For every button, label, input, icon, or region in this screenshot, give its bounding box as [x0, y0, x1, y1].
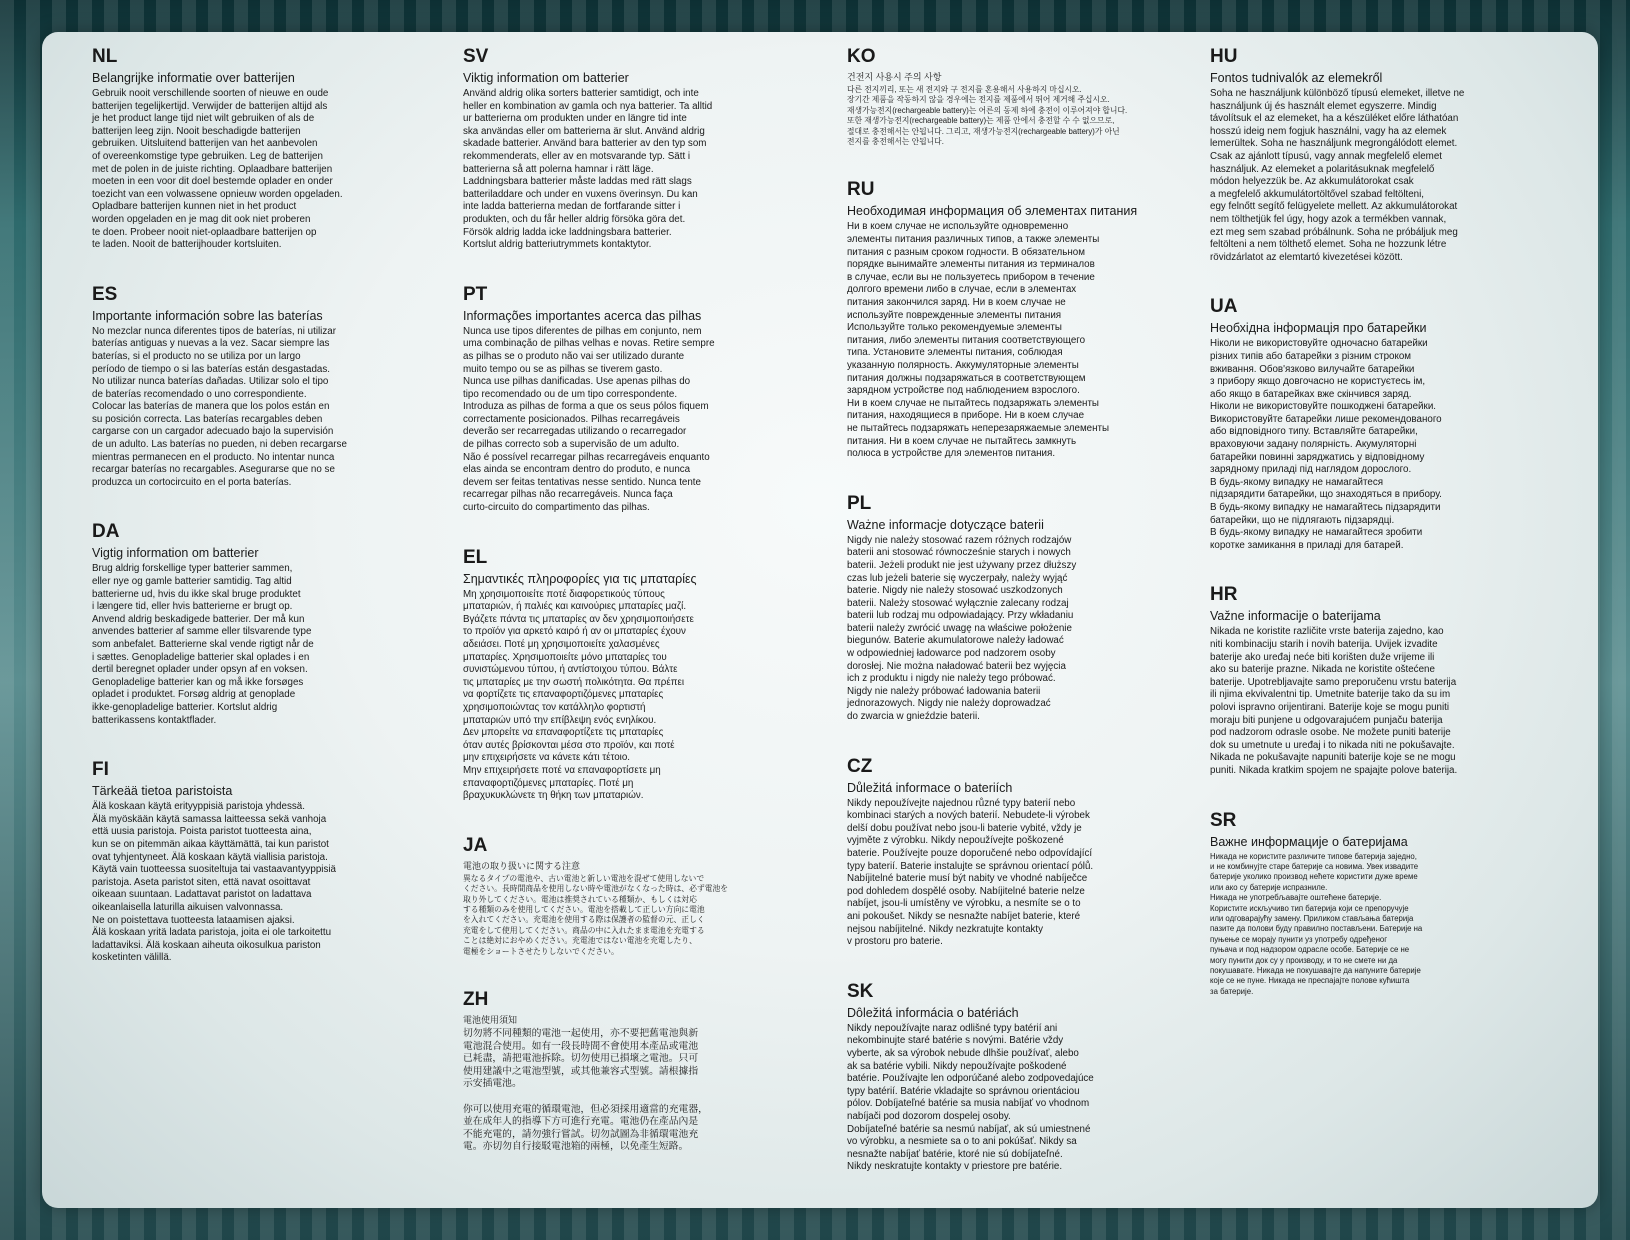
section-title: Необхідна інформація про батарейки	[1210, 321, 1427, 336]
section-body: Brug aldrig forskellige typer batterier sammen, eller nye og gamle batterier samtidig. Tag altid batterierne ud, hvis du ikke skal bruge produktet i længere tid, eller hvis batterierne er brugt op. Anvend aldrig beskadigede batterier. Der må kun anvendes batterier af samme eller tilsvarende type som anbefalet. Batterierne skal vende rigtigt når de i sættes. Genopladelige batterier skal oplades i en dertil beregnet oplader under opsyn af en voksen. Genopladelige batterier kan og må ikke forsøges opladet i produktet. Forsøg aldrig at genoplade ikke-genopladelige batterier. Kortslut aldrig batterikassens kontaktflader.	[92, 563, 314, 726]
section-body: Nikdy nepoužívejte najednou různé typy baterií nebo kombinaci starých a nových baterií. Nebudete-li výrobek delší dobu používat nebo jsou-li baterie vybité, vždy je vyjměte z výrobku. Nikdy nepoužívejte poškozené baterie. Používejte pouze doporučené nebo odpovídající typy baterií. Baterie instalujte se správnou orientací pólů. Nabíjitelné baterie musí být nabity ve vhodné nabíječce pod dohledem dospělé osoby. Nabíjitelné baterie nelze nabíjet, jsou-li umístěny ve výrobku, a nesmíte se o to ani pokoušet. Nikdy se nesnažte nabíjet baterie, které nejsou nabíjitelné. Nikdy nezkratujte kontakty v prostoru pro baterie.	[847, 797, 1094, 948]
section-ko	[847, 46, 1177, 147]
language-code: PL	[847, 492, 872, 514]
column-3	[847, 46, 1177, 1206]
section-da	[92, 521, 412, 727]
language-code: CZ	[847, 755, 873, 777]
language-code: ES	[92, 283, 118, 305]
section-pl	[847, 493, 1177, 724]
column-2	[463, 46, 798, 1186]
section-title: Dôležitá informácia o batériách	[847, 1005, 1019, 1020]
column-4	[1210, 46, 1500, 1029]
section-title: Důležitá informace o bateriích	[847, 780, 1013, 795]
section-ua	[1210, 296, 1500, 552]
section-hr	[1210, 584, 1500, 777]
section-body: Nunca use tipos diferentes de pilhas em conjunto, nem uma combinação de pilhas velhas e novas. Retire sempre as pilhas se o produto não vai ser utilizado durante muito tempo ou se as pilhas se tiverem gasto. Nunca use pilhas danificadas. Use apenas pilhas do tipo recomendado ou de um tipo correspondente. Introduza as pilhas de forma a que os seus pólos fiquem correctamente posicionados. Pilhas recarregáveis deverão ser recarregadas utilizando o recarregador de pilhas correcto sob a supervisão de um adulto. Não é possível recarregar pilhas recarregáveis enquanto elas ainda se encontram dentro do produto, e nunca devem ser feitas tentativas nesse sentido. Nunca tente recarregar pilhas não recarregáveis. Nunca faça curto-circuito do compartimento das pilhas.	[463, 325, 715, 514]
language-code: ZH	[463, 988, 489, 1010]
section-title: Fontos tudnivalók az elemekről	[1210, 71, 1383, 85]
column-1	[92, 46, 412, 997]
language-code: EL	[463, 546, 488, 568]
section-body: Ніколи не використовуйте одночасно батарейки різних типів або батарейки з різним строком вживання. Обов'язково вилучайте батарейки з прибору якщо довгочасно не користуєтесь ім, або якщо в батарейках вже скінчився заряд. Ніколи не використовуйте пошкоджені батарейки. Використовуйте батарейки лише рекомендованого або відповідного типу. Вставляйте батарейки, враховуючи задану полярність. Акумуляторні батарейки повинні заряджатись у відповідному зарядному приладі під наглядом дорослого. В будь-якому випадку не намагайтеся підзарядити батарейки, що знаходяться в прибору. В будь-якому випадку не намагайтесь підзарядити батарейки, що не підлягають підзарядці. В будь-якому випадку не намагайтеся зробити коротке замикання в приладі для батарей.	[1210, 338, 1442, 551]
section-body: Никада не користите различите типове батерија заједно, и не комбинујте старе батерије са новима. Увек извадите батерије уколико производ нећете користити дуже време или ако су батерије испразниле. Никада не употребљавајте оштећене батерије. Користите искључиво тип батерија који се препоручује или одговарајућу замену. Приликом стављања батерија пазите да полови буду правилно постављени. Батерије на пуњење се морају пунити уз употребу одређеног пуњача и под надзором одрасле особе. Батерије се не могу пунити док су у производу, и то не смете ни да покушавате. Никада не покушавајте да напуните батерије које се не пуне. Никада не преспајајте полове кућишта за батерије.	[1210, 851, 1423, 996]
section-title: Необходимая информация об элементах питания	[847, 204, 1138, 219]
section-title: Tärkeää tietoa paristoista	[92, 784, 233, 799]
section-el	[463, 547, 798, 803]
section-body: 다른 전지끼리, 또는 새 전지와 구 전지를 혼용해서 사용하지 마십시오. 장기간 제품을 작동하지 않을 경우에는 전지를 제품에서 뛰어 제거해 주십시오. 재생가능전지(rechargeable battery)는 어른의 동제 하에 충전이 이루어져야 합니다. 또한 재생가능전지(rechargeable battery)는 제품 안에서 충전할 수 수 없으므로, 절대로 충전해서는 안됩니다. 그리고, 재생가능전지(rechargeable battery)가 아닌 전지를 충전해서는 안됩니다.	[847, 85, 1128, 147]
section-sr	[1210, 810, 1500, 998]
section-sv	[463, 46, 798, 252]
section-zh	[463, 989, 798, 1154]
section-body: Älä koskaan käytä erityyppisiä paristoja yhdessä. Älä myöskään käytä samassa laitteessa sekä vanhoja että uusia paristoja. Poista paristot tuotteesta aina, kun se on pitemmän aikaa käyttämättä, tai kun paristot ovat tyhjentyneet. Älä koskaan käytä viallisia paristoja. Käytä vain tuotteessa suositeltuja tai vastaavantyyppisiä paristoja. Aseta paristot siten, että navat osoittavat oikeaan suuntaan. Ladattavat paristot on ladattava oikeanlaisella laturilla aikuisen valvonnassa. Ne on poistettava tuotteesta lataamisen ajaksi. Älä koskaan yritä ladata paristoja, joita ei ole tarkoitettu ladattaviksi. Älä koskaan aiheuta oikosulkua pariston kosketinten välillä.	[92, 801, 336, 964]
section-fi	[92, 759, 412, 965]
language-code: HR	[1210, 584, 1238, 606]
section-body: 異なるタイプの電池や、古い電池と新しい電池を混ぜて使用しないで ください。長時間商品を使用しない時や電池がなくなった時は、必ず電池を 取り外してください。電池は推奨されている種類か、もしくは対応 する種類のみを使用してください。電池を搭載して正しい方向に電池 を入れてください。充電池を使用する際は保護者の監督の元、正しく 充電をして使用してください。商品の中に入れたまま電池を充電する ことは絶対におやめください。充電池ではない電池を充電したり、 電極をショートさせたりしないでください。	[463, 873, 729, 956]
language-code: FI	[92, 759, 109, 781]
section-title: Importante información sobre las baterías	[92, 308, 323, 323]
language-code: KO	[847, 46, 876, 67]
language-code: SK	[847, 980, 874, 1002]
section-body: Nikada ne koristite različite vrste baterija zajedno, kao niti kombinaciju starih i novih baterija. Uvijek izvadite baterije ako uređaj neće biti korišten duže vrijeme ili ako su baterije prazne. Nikada ne koristite oštećene baterije. Upotrebljavajte samo preporučenu vrstu baterija ili njima ekvivalentni tip. Umetnite baterije tako da su im polovi ispravno orijentirani. Baterije koje se mogu puniti moraju biti punjene u odgovarajućem punjaču baterija pod nadzorom odrasle osobe. Ne možete puniti baterije dok su umetnute u uređaj i to nikada niti ne pokušavajte. Nikada ne pokušavajte napuniti baterije koje se ne mogu puniti. Nikada kratkim spojem ne spajajte polove baterija.	[1210, 626, 1458, 776]
language-code: HU	[1210, 46, 1238, 67]
section-hu	[1210, 46, 1500, 264]
section-cz	[847, 756, 1177, 949]
section-pt	[463, 284, 798, 515]
language-code: SV	[463, 46, 489, 67]
section-title: Ważne informacje dotyczące baterii	[847, 517, 1044, 532]
section-body: Nigdy nie należy stosować razem różnych rodzajów baterii ani stosować równocześnie starych i nowych baterii. Jeżeli produkt nie jest używany przez dłuższy czas lub jeżeli baterie się wyczerpały, należy wyjąć baterie. Nigdy nie należy stosować uszkodzonych baterii. Należy stosować wyłącznie zalecany rodzaj baterii lub rodzaj mu odpowiadający. Przy wkładaniu baterii należy zwrócić uwagę na właściwe położenie biegunów. Baterie akumulatorowe należy ładować w odpowiedniej ładowarce pod nadzorem osoby dorosłej. Nie można naładować baterii bez wyjęcia ich z produktu i nigdy nie należy tego próbować. Nigdy nie należy próbować ładowania baterii jednorazowych. Nigdy nie należy doprowadzać do zwarcia w gnieździe baterii.	[847, 534, 1077, 723]
language-code: SR	[1210, 809, 1237, 831]
language-code: UA	[1210, 296, 1238, 318]
language-code: JA	[463, 834, 488, 856]
section-body: Ни в коем случае не используйте одновременно элементы питания различных типов, а также элементы питания с разным сроком годности. В обязательном порядке вынимайте элементы питания из терминалов в случае, если вы не пользуетесь прибором в течение долгого времени либо в случае, если в элементах питания закончился заряд. Ни в коем случае не используйте поврежденные элементы питания Используйте только рекомендуемые элементы питания, либо элементы питания соответствующего типа. Установите элементы питания, соблюдая указанную полярность. Аккумуляторные элементы питания должны подзаряжаться в соответствующем зарядном устройстве под наблюдением взрослого. Ни в коем случае не пытайтесь подзаряжать элементы питания, находящиеся в приборе. Ни в коем случае не пытайтесь подзаряжать неперезаряжаемые элементы питания. Ни в коем случае не пытайтесь замкнуть полюса в устройстве для элементов питания.	[847, 221, 1110, 460]
section-body: 切勿將不同種類的電池一起使用，亦不要把舊電池與新 電池混合使用。如有一段長時間不會使用本產品或電池 已耗盡，請把電池拆除。切勿使用已損壞之電池。只可 使用建議中之電池型號，或其他兼容式型號。請根據指 示安插電池。 你可以使用充電的循環電池，但必須採用適當的充電器， 並在成年人的指導下方可進行充電。電池仍在產品內是 不能充電的，請勿強行嘗試。切勿試圖為非循環電池充 電。亦切勿自行接駁電池箱的兩極，以免產生短路。	[463, 1027, 708, 1153]
section-title: 電池の取り扱いに関する注意	[463, 860, 581, 871]
language-code: DA	[92, 521, 120, 543]
section-title: Informações importantes acerca das pilhas	[463, 308, 702, 323]
section-title: Σημαντικές πληροφορίες για τις μπαταρίες	[463, 571, 697, 586]
section-title: 電池使用須知	[463, 1014, 518, 1025]
section-body: Nikdy nepoužívajte naraz odlišné typy batérií ani nekombinujte staré batérie s novými. Batérie vždy vyberte, ak sa výrobok nebude dlhšie používať, alebo ak sa batérie vybili. Nikdy nepoužívajte poškodené batérie. Používajte len odporúčané alebo zodpovedajúce typy batérií. Batérie vkladajte so správnou orientáciou pólov. Dobíjateľné batérie sa musia nabíjať vo vhodnom nabíjači pod dozorom dospelej osoby. Dobíjateľné batérie sa nesmú nabíjať, ak sú umiestnené vo výrobku, a nesmiete sa o to ani pokúšať. Nikdy sa nesnažte nabíjať batérie, ktoré nie sú dobíjateľné. Nikdy neskratujte kontakty v priestore pre batérie.	[847, 1022, 1094, 1173]
section-body: Μη χρησιμοποιείτε ποτέ διαφορετικούς τύπους μπαταριών, ή παλιές και καινούριες μπαταρίες μαζί. Βγάζετε πάντα τις μπαταρίες αν δεν χρησιμοποιήσετε το προϊόν για αρκετό καιρό ή αν οι μπαταρίες έχουν αδειάσει. Ποτέ μη χρησιμοποιείτε χαλασμένες μπαταρίες. Χρησιμοποιείτε μόνο μπαταρίες του συνιστώμενου τύπου, ή αντίστοιχου τύπου. Βάλτε τις μπαταρίες με την σωστή πολικότητα. Θα πρέπει να φορτίζετε τις επαναφορτιζόμενες μπαταρίες χρησιμοποιώντας τον κατάλληλο φορτιστή μπαταριών υπό την επίβλεψη ενός ενηλίκου. Δεν μπορείτε να επαναφορτίζετε τις μπαταρίες όταν αυτές βρίσκονται μέσα στο προϊόν, και ποτέ μην επιχειρήσετε να κάνετε κάτι τέτοιο. Μην επιχειρήσετε ποτέ να επαναφορτίσετε μη επαναφορτιζόμενες μπαταρίες. Ποτέ μη βραχυκυκλώνετε τη θήκη των μπαταριών.	[463, 588, 694, 802]
section-title: Viktig information om batterier	[463, 71, 629, 85]
section-title: Важне информације о батеријама	[1210, 834, 1408, 849]
section-body: Gebruik nooit verschillende soorten of nieuwe en oude batterijen tegelijkertijd. Verwijder de batterijen altijd als je het product lange tijd niet wilt gebruiken of als de batterijen leeg zijn. Nooit beschadigde batterijen gebruiken. Uitsluitend batterijen van het aanbevolen of overeenkomstige type gebruiken. Leg de batterijen met de polen in de juiste richting. Oplaadbare batterijen moeten in een voor dit doel bestemde oplader en onder toezicht van een volwassene opnieuw worden opgeladen. Opladbare batterijen kunnen niet in het product worden opgeladen en je mag dit ook niet proberen te doen. Probeer nooit niet-oplaadbare batterijen op te laden. Nooit de batterijhouder kortsluiten.	[92, 88, 343, 251]
section-title: Vigtig information om batterier	[92, 546, 259, 561]
section-body: Soha ne használjunk különböző típusú elemeket, illetve ne használjunk új és használt elemet egyszerre. Mindig távolítsuk el az elemeket, ha a készüléket előre láthatóan hosszú ideig nem fogjuk használni, vagy ha az elemek lemerültek. Soha ne használjunk megrongálódott elemet. Csak az ajánlott típusú, vagy annak megfelelő elemet használjuk. Az elemeket a polaritásuknak megfelelő módon helyezzük be. Az akkumulátorokat csak a megfelelő akkumulátortöltővel szabad feltölteni, egy felnőtt segítő felügyelete mellett. Az akkumulátorokat nem tölthetjük fel úgy, hogy azok a termékben vannak, ezt meg sem szabad próbálnunk. Soha ne próbáljuk meg feltölteni a nem tölthető elemet. Soha ne hozzunk létre rövidzárlatot az elemtartó kivezetései között.	[1210, 88, 1465, 263]
section-title: Belangrijke informatie over batterijen	[92, 71, 295, 85]
section-ru	[847, 179, 1177, 460]
section-sk	[847, 981, 1177, 1174]
section-title: 건전지 사용시 주의 사항	[847, 72, 942, 82]
section-title: Važne informacije o baterijama	[1210, 609, 1381, 624]
section-ja	[463, 835, 798, 957]
section-es	[92, 284, 412, 490]
language-code: NL	[92, 46, 118, 67]
section-nl	[92, 46, 412, 252]
section-body: No mezclar nunca diferentes tipos de baterías, ni utilizar baterías antiguas y nuevas a la vez. Sacar siempre las baterías, si el producto no se utiliza por un largo período de tiempo o si las baterías están desgastadas. No utilizar nunca baterías dañadas. Utilizar solo el tipo de baterías recomendado o uno correspondiente. Colocar las baterías de manera que los polos están en su posición correcta. Las baterías recargables deben cargarse con un cargador adecuado bajo la supervisión de un adulto. Las baterías no pueden, ni deben recargarse mientras permanecen en el producto. No intentar nunca recargar baterías no recargables. Asegurarse que no se produzca un cortocircuito en el porta baterías.	[92, 325, 347, 488]
language-code: PT	[463, 283, 488, 305]
section-body: Använd aldrig olika sorters batterier samtidigt, och inte heller en kombination av gamla och nya batterier. Ta alltid ur batterierna om produkten under en längre tid inte ska användas eller om batterierna är slut. Använd aldrig skadade batterier. Använd bara batterier av den typ som rekommenderats, eller av en motsvarande typ. Sätt i batterierna så att polerna hamnar i rätt läge. Laddningsbara batterier måste laddas med rätt slags batteriladdare och under en vuxens överinsyn. Du kan inte ladda batterierna medan de fortfarande sitter i produkten, och du får heller aldrig försöka göra det. Försök aldrig ladda icke laddningsbara batterier. Kortslut aldrig batteriutrymmets kontaktytor.	[463, 88, 713, 251]
language-code: RU	[847, 179, 875, 201]
